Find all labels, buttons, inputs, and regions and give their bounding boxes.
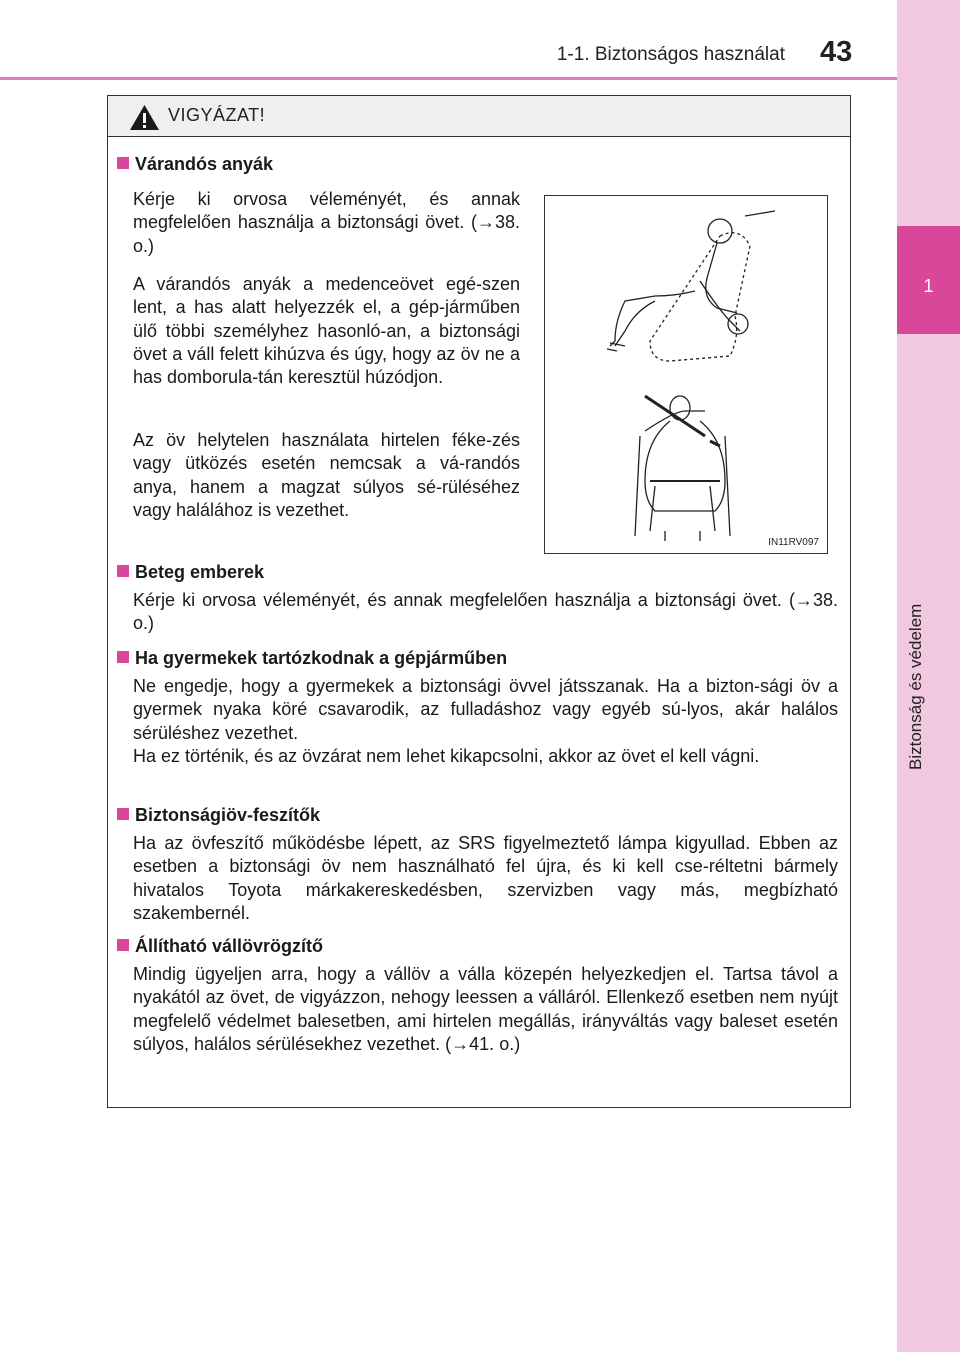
section-heading: Ha gyermekek tartózkodnak a gépjárműben	[117, 648, 507, 669]
caution-header	[108, 96, 850, 137]
bullet-square-icon	[117, 565, 129, 577]
caution-box	[107, 95, 851, 1108]
figure-code: IN11RV097	[768, 537, 819, 548]
pregnant-woman-seatbelt-illustration	[545, 196, 827, 553]
chapter-number: 1	[923, 276, 934, 296]
warning-triangle-icon	[129, 104, 160, 131]
paragraph: Ha az övfeszítő működésbe lépett, az SRS figyelmeztető lámpa kigyullad. Ebben az esetben a biztonsági öv nem használható fel újra, és ki kell cse-réltetni bármely hivatalos Toyota márkakereskedésben, szervizben vagy más, megbízható szakembernél.	[133, 833, 838, 923]
paragraph: Az öv helytelen használata hirtelen féke-zés vagy ütközés esetén nemcsak a vá-randós anya, hanem a magzat súlyos sé-rüléséhez vagy halálához is vezethet.	[133, 430, 520, 520]
paragraph: Kérje ki orvosa véleményét, és annak megfelelően használja a biztonsági övet. (→38. o.)	[133, 189, 520, 256]
bullet-square-icon	[117, 651, 129, 663]
section-heading: Biztonságiöv-feszítők	[117, 805, 320, 826]
chapter-title: Biztonság és védelem	[906, 603, 925, 770]
paragraph: A várandós anyák a medenceövet egé-szen lent, a has alatt helyezzék el, a gép-járműben ülő többi személyhez hasonló-an, a biztonsági övet a váll felett kihúzva és úgy, hogy az öv ne a has domborula-tán keresztül húzódjon.	[133, 274, 520, 388]
bullet-square-icon	[117, 939, 129, 951]
bullet-square-icon	[117, 157, 129, 169]
paragraph: Mindig ügyeljen arra, hogy a vállöv a válla közepén helyezkedjen el. Tartsa távol a nyakától az övet, de vigyázzon, nehogy leessen a válláról. Ellenkező esetben nem nyújt megfelelő védelmet balesetben, ami hirtelen megállás, irányváltás vagy baleset esetén súlyos, halálos sérülésekhez vezethet. (→41. o.)	[133, 964, 838, 1054]
paragraph: Ne engedje, hogy a gyermekek a biztonsági övvel játsszanak. Ha a bizton-sági öv a gyermek nyaka köré csavarodik, az fulladáshoz vagy egyéb sú-lyos, akár halálos sérüléshez vezethet.	[133, 676, 838, 743]
bullet-square-icon	[117, 808, 129, 820]
section-heading: Beteg emberek	[117, 562, 264, 583]
seatbelt-illustration	[544, 195, 828, 554]
page-number: 43	[820, 36, 853, 68]
section-title: 1-1. Biztonságos használat	[556, 44, 785, 65]
section-heading: Várandós anyák	[117, 154, 273, 175]
caution-title: VIGYÁZAT!	[168, 105, 266, 125]
header-rule	[0, 77, 897, 80]
section-heading: Állítható vállövrögzítő	[117, 936, 323, 957]
paragraph: Kérje ki orvosa véleményét, és annak megfelelően használja a biztonsági övet. (→38. o.)	[133, 590, 838, 634]
paragraph: Ha ez történik, és az övzárat nem lehet kikapcsolni, akkor az övet el kell vágni.	[133, 746, 760, 766]
